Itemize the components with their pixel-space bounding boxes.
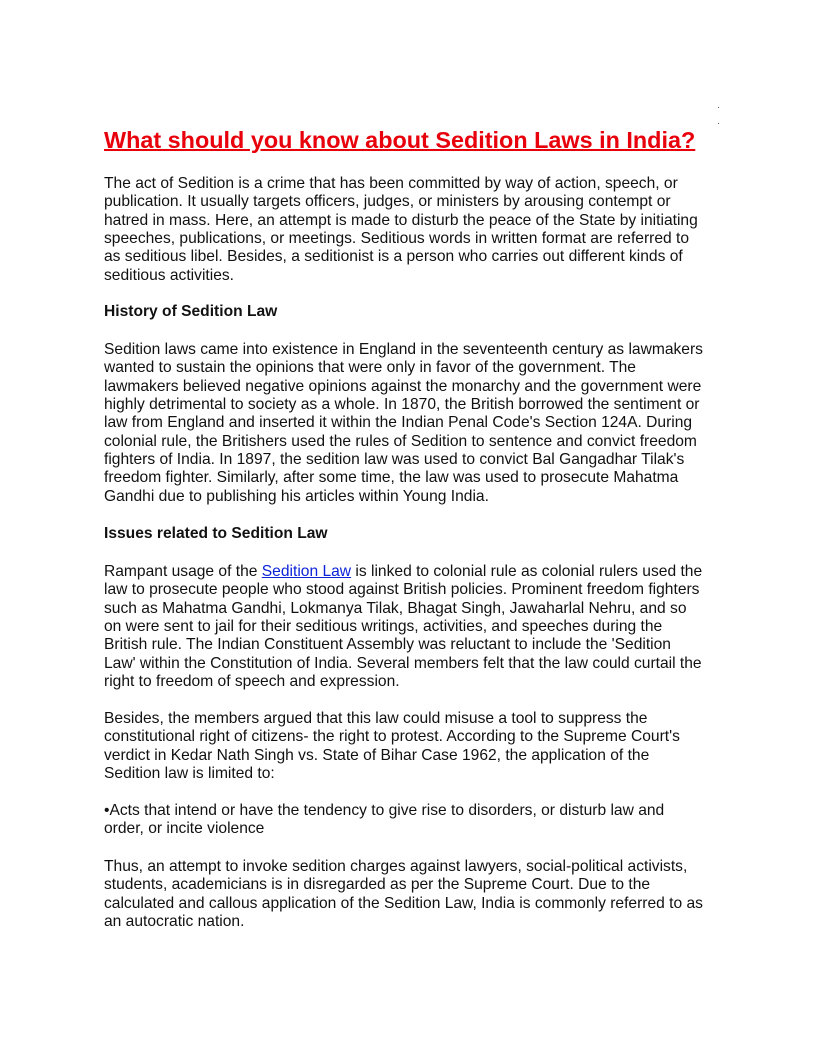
text-line: verdict in Kedar Nath Singh vs. State of Bihar Case 1962, the application of the xyxy=(104,746,650,764)
text-line: British rule. The Indian Constituent Assembly was reluctant to include the 'Sedition xyxy=(104,636,671,654)
text-line: order, or incite violence xyxy=(104,820,265,838)
page-title: What should you know about Sedition Laws in India? xyxy=(104,127,696,153)
text-line: law from England and inserted it within the Indian Penal Code's Section 124A. During xyxy=(104,414,693,432)
text-line: The act of Sedition is a crime that has been committed by way of action, speech, or xyxy=(104,175,678,192)
text-line: Sedition law is limited to: xyxy=(104,765,275,783)
text: Rampant usage of the xyxy=(104,563,262,580)
bullet-item xyxy=(104,802,664,839)
text-line: such as Mahatma Gandhi, Lokmanya Tilak, Bhagat Singh, Jawaharlal Nehru, and so xyxy=(104,599,687,617)
issues-paragraph xyxy=(104,563,702,691)
text-line: Gandhi due to publishing his articles within Young India. xyxy=(104,487,489,505)
text-line: on were sent to jail for their seditious writings, activities, and speeches during the xyxy=(104,618,663,636)
page-mark xyxy=(718,107,719,108)
text-line: constitutional right of citizens- the right to protest. According to the Supreme Court's xyxy=(104,728,680,746)
issues-heading: Issues related to Sedition Law xyxy=(104,525,328,542)
intro-paragraph xyxy=(104,175,698,285)
conclusion-paragraph xyxy=(104,858,703,931)
text-line: Sedition laws came into existence in England in the seventeenth century as lawmakers xyxy=(104,341,703,358)
text-line: Besides, the members argued that this law could misuse a tool to suppress the xyxy=(104,710,648,727)
text-line: colonial rule, the Britishers used the rules of Sedition to sentence and convict freedom xyxy=(104,432,697,450)
text-line: lawmakers believed negative opinions against the monarchy and the government were xyxy=(104,377,702,395)
text-line: •Acts that intend or have the tendency to give rise to disorders, or disturb law and xyxy=(104,802,665,819)
page-mark xyxy=(718,123,719,124)
text-line: wanted to sustain the opinions that were only in favor of the government. The xyxy=(104,359,636,377)
text-line: Thus, an attempt to invoke sedition charges against lawyers, social-political activists, xyxy=(104,858,688,875)
history-heading: History of Sedition Law xyxy=(104,303,278,320)
sedition-law-link[interactable]: Sedition Law xyxy=(261,563,352,580)
issues-first-line xyxy=(104,563,702,581)
text-line: highly detrimental to society as a whole. In 1870, the British borrowed the sentiment or xyxy=(104,396,700,414)
text-line: speeches, publications, or meetings. Seditious words in written format are referred to xyxy=(104,230,690,248)
history-paragraph xyxy=(104,341,703,506)
text: is linked to colonial rule as colonial rulers used the xyxy=(351,563,703,580)
issues-lines xyxy=(104,581,702,691)
text-line: right to freedom of speech and expression. xyxy=(104,673,400,691)
text-line: seditious activities. xyxy=(104,266,235,284)
text-line: calculated and callous application of the Sedition Law, India is commonly referred to as xyxy=(104,894,703,912)
text-line: hatred in mass. Here, an attempt is made to disturb the peace of the State by initiating xyxy=(104,211,698,229)
besides-paragraph xyxy=(104,710,680,783)
text-line: freedom fighter. Similarly, after some time, the law was used to prosecute Mahatma xyxy=(104,469,679,487)
text-line: an autocratic nation. xyxy=(104,913,245,931)
text-line: as seditious libel. Besides, a seditionist is a person who carries out different kinds of xyxy=(104,248,683,266)
text-line: fighters of India. In 1897, the sedition law was used to convict Bal Gangadhar Tilak's xyxy=(104,451,685,469)
text-line: law to prosecute people who stood against British policies. Prominent freedom fighters xyxy=(104,581,700,599)
text-line: students, academicians is in disregarded as per the Supreme Court. Due to the xyxy=(104,876,651,894)
text-line: publication. It usually targets officers, judges, or ministers by arousing contempt or xyxy=(104,193,671,211)
text-line: Law' within the Constitution of India. Several members felt that the law could curtail the xyxy=(104,654,702,672)
